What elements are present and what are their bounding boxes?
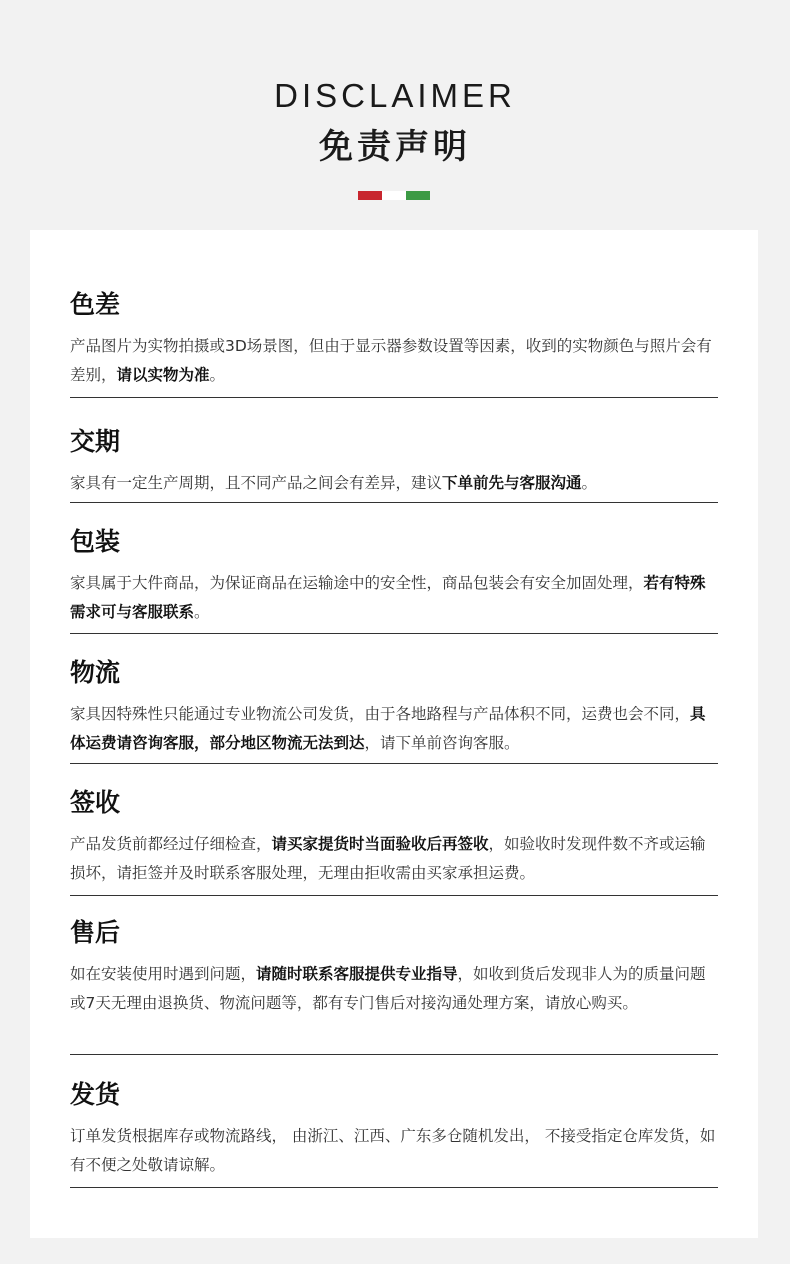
title-chinese: 免责声明 — [319, 127, 471, 167]
italian-flag-stripe — [358, 191, 430, 200]
section-body — [70, 1122, 718, 1184]
section-emphasis: 请以实物为准 — [116, 366, 210, 384]
section-text-end: 。 — [209, 366, 226, 384]
section-text: 家具属于大件商品，为保证商品在运输途中的安全性，商品包装会有安全加固处理， — [70, 574, 644, 592]
section-body — [70, 569, 718, 631]
section-text: 家具有一定生产周期，且不同产品之间会有差异，建议 — [70, 474, 443, 492]
section-signing — [70, 788, 718, 896]
section-packaging — [70, 527, 718, 634]
section-text: 家具因特殊性只能通过专业物流公司发货，由于各地路程与产品体积不同，运费也会不同， — [70, 705, 691, 723]
section-emphasis: 请买家提货时当面验收后再签收 — [271, 835, 489, 853]
section-title: 包装 — [70, 527, 121, 556]
section-logistics — [70, 658, 718, 764]
section-body — [70, 960, 718, 1022]
section-title: 发货 — [70, 1080, 121, 1109]
section-emphasis: 请随时联系客服提供专业指导 — [256, 965, 458, 983]
section-title: 物流 — [70, 658, 121, 687]
disclaimer-card — [30, 230, 758, 1238]
section-delivery-time — [70, 427, 718, 503]
section-text-end: ，如验收时发现件数不齐或运输损坏，请拒签并及时联系客服处理，无理由拒收需由买家承担运费。 — [70, 835, 706, 882]
section-title: 色差 — [70, 290, 121, 319]
section-title: 售后 — [70, 918, 121, 947]
section-text: 产品图片为实物拍摄或3D场景图，但由于显示器参数设置等因素，收到的实物颜色与照片会有差别， — [70, 337, 712, 384]
section-body — [70, 830, 718, 892]
section-emphasis: 具体运费请咨询客服，部分地区物流无法到达 — [70, 705, 706, 752]
flag-red-stripe — [358, 191, 382, 200]
section-text-end: 。 — [581, 474, 598, 492]
section-shipping — [70, 1080, 718, 1188]
section-text-end: 。 — [194, 603, 210, 621]
section-body — [70, 700, 718, 762]
disclaimer-header — [0, 0, 790, 230]
section-title: 交期 — [70, 427, 121, 456]
section-text-end: ，请下单前咨询客服。 — [364, 734, 520, 752]
section-emphasis: 若有特殊需求可与客服联系 — [70, 574, 706, 621]
section-title: 签收 — [70, 788, 121, 817]
flag-white-stripe — [382, 191, 406, 200]
section-text: 订单发货根据库存或物流路线， 由浙江、江西、广东多仓随机发出， 不接受指定仓库发货，如有不便之处敬请谅解。 — [70, 1127, 716, 1174]
section-after-sales — [70, 918, 718, 1055]
section-text-end: ，如收到货后发现非人为的质量问题或7天无理由退换货、物流问题等，都有专门售后对接沟通处理方案，请放心购买。 — [70, 965, 706, 1012]
section-text: 如在安装使用时遇到问题， — [70, 965, 257, 983]
title-english: DISCLAIMER — [274, 77, 516, 114]
section-body — [70, 332, 718, 394]
section-body — [70, 469, 718, 502]
section-color-difference — [70, 290, 718, 398]
flag-green-stripe — [406, 191, 430, 200]
section-text: 产品发货前都经过仔细检查， — [70, 835, 272, 853]
section-emphasis: 下单前先与客服沟通 — [442, 474, 582, 492]
